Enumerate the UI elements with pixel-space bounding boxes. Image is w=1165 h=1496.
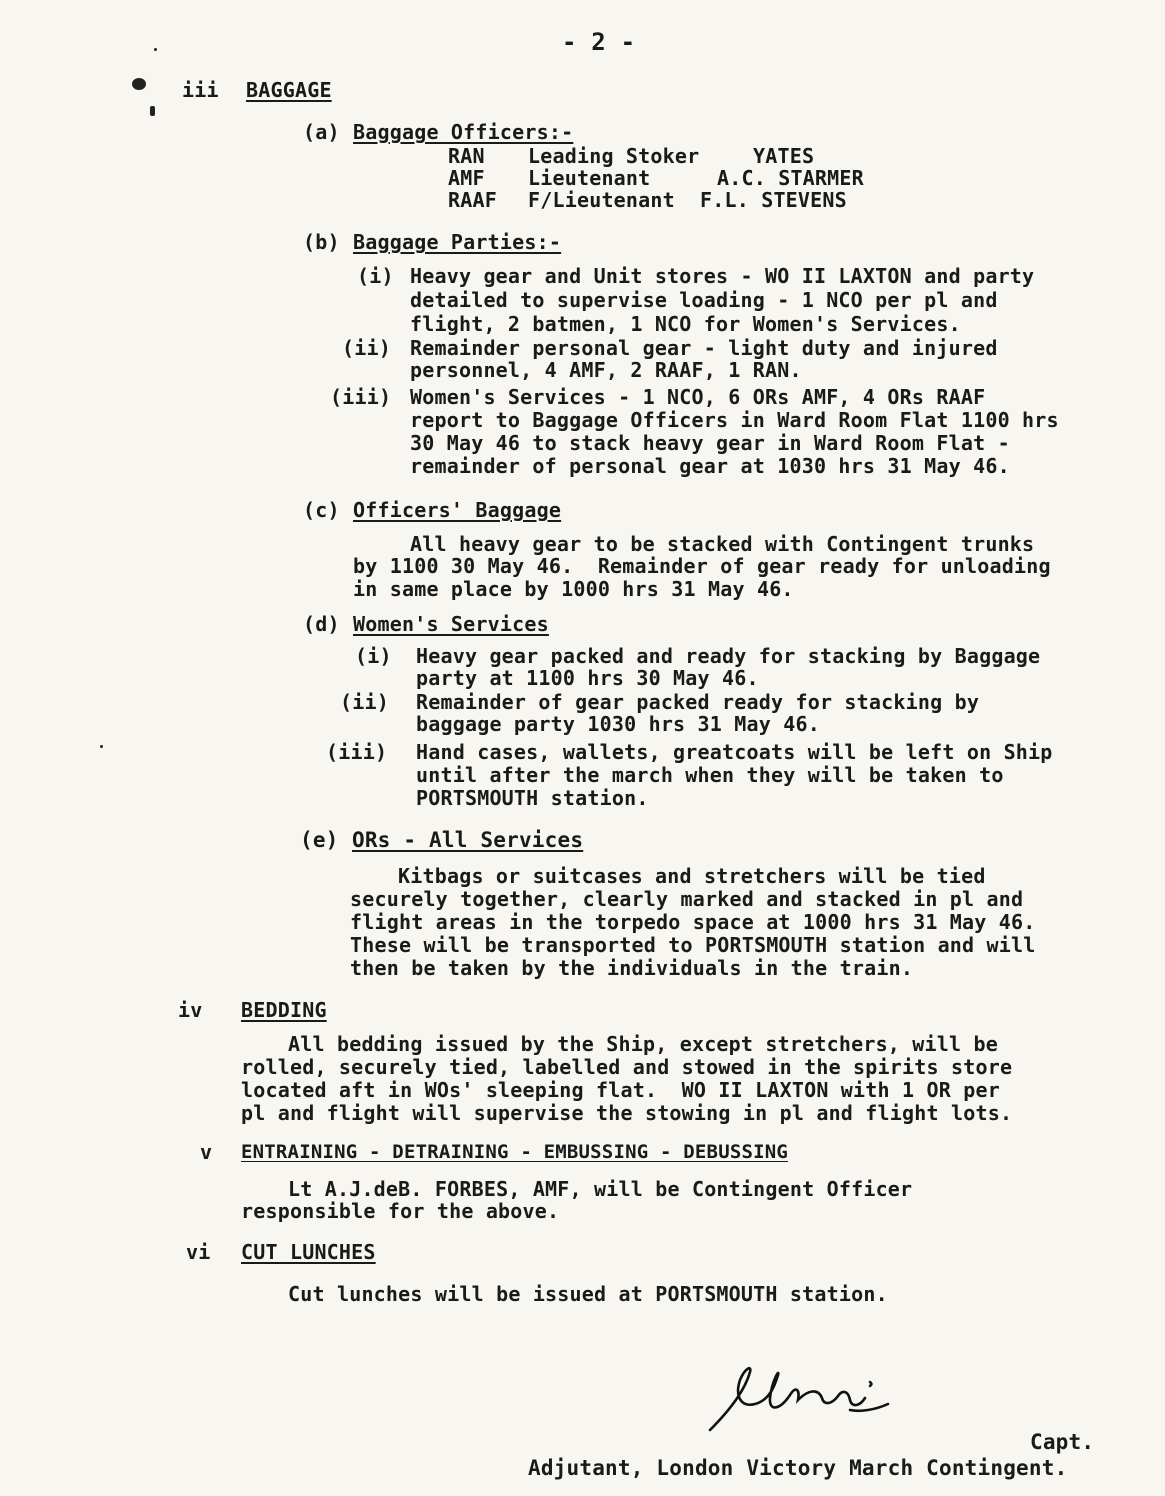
paragraph-line: Kitbags or suitcases and stretchers will be tied: [398, 864, 986, 888]
item-line: party at 1100 hrs 30 May 46.: [416, 666, 759, 690]
paragraph-line: All bedding issued by the Ship, except stretchers, will be: [288, 1032, 998, 1056]
item-line: Women's Services - 1 NCO, 6 ORs AMF, 4 ORs RAAF: [410, 385, 986, 409]
paragraph-line: All heavy gear to be stacked with Contingent trunks: [410, 532, 1035, 556]
item-line: Remainder of gear packed ready for stacking by: [416, 690, 980, 714]
officer-service: RAN: [448, 144, 485, 168]
paragraph-line: responsible for the above.: [241, 1199, 560, 1223]
subsection-title: ORs - All Services: [352, 828, 584, 852]
officer-service: RAAF: [448, 188, 497, 212]
paragraph-line: securely together, clearly marked and stacked in pl and: [350, 887, 1024, 911]
officer-rank: F/Lieutenant: [528, 188, 675, 212]
scan-speck: [150, 106, 155, 116]
paragraph-line: then be taken by the individuals in the train.: [350, 956, 914, 980]
section-title-lunches: CUT LUNCHES: [241, 1240, 376, 1264]
handwritten-signature: [700, 1360, 900, 1440]
officer-rank: Leading Stoker: [528, 144, 700, 168]
subsection-label: (b): [303, 230, 340, 254]
subsection-label: (c): [303, 498, 340, 522]
subsection-label: (d): [303, 612, 340, 636]
item-line: 30 May 46 to stack heavy gear in Ward Room Flat -: [410, 431, 1010, 455]
section-number: v: [200, 1140, 213, 1164]
officer-service: AMF: [448, 166, 485, 190]
signatory-rank: Capt.: [1030, 1430, 1095, 1454]
paragraph-line: pl and flight will supervise the stowing in pl and flight lots.: [241, 1101, 1013, 1125]
section-number: iv: [178, 998, 203, 1022]
item-number: (iii): [330, 385, 392, 409]
item-line: remainder of personal gear at 1030 hrs 31 May 46.: [410, 454, 1010, 478]
page-number: - 2 -: [562, 28, 636, 56]
paragraph-line: flight areas in the torpedo space at 1000 hrs 31 May 46.: [350, 910, 1036, 934]
paragraph-line: Cut lunches will be issued at PORTSMOUTH station.: [288, 1282, 888, 1306]
item-line: detailed to supervise loading - 1 NCO per pl and: [410, 288, 998, 312]
officer-rank: Lieutenant: [528, 166, 651, 190]
item-line: report to Baggage Officers in Ward Room Flat 1100 hrs: [410, 408, 1059, 432]
item-line: baggage party 1030 hrs 31 May 46.: [416, 712, 820, 736]
scan-speck: [100, 745, 103, 748]
section-number: iii: [182, 78, 219, 102]
scan-speck: [132, 78, 146, 90]
subsection-label: (a): [303, 120, 340, 144]
item-number: (ii): [340, 690, 389, 714]
item-number: (ii): [342, 336, 391, 360]
paragraph-line: by 1100 30 May 46. Remainder of gear ready for unloading: [353, 554, 1051, 578]
item-line: Hand cases, wallets, greatcoats will be left on Ship: [416, 740, 1053, 764]
item-number: (i): [357, 264, 394, 288]
item-line: until after the march when they will be taken to: [416, 763, 1004, 787]
subsection-title: Baggage Parties:-: [353, 230, 562, 254]
item-line: Heavy gear and Unit stores - WO II LAXTON and party: [410, 264, 1035, 288]
officer-name: YATES: [753, 144, 815, 168]
officer-name: F.L. STEVENS: [700, 188, 847, 212]
subsection-title: Baggage Officers:-: [353, 120, 574, 144]
section-title-bedding: BEDDING: [241, 998, 327, 1022]
officer-name: A.C. STARMER: [717, 166, 864, 190]
subsection-label: (e): [300, 828, 339, 852]
signatory-title: Adjutant, London Victory March Contingent.: [528, 1456, 1068, 1480]
paragraph-line: Lt A.J.deB. FORBES, AMF, will be Contingent Officer: [288, 1177, 913, 1201]
item-line: PORTSMOUTH station.: [416, 786, 649, 810]
subsection-title: Women's Services: [353, 612, 549, 636]
subsection-title: Officers' Baggage: [353, 498, 562, 522]
item-line: flight, 2 batmen, 1 NCO for Women's Services.: [410, 312, 961, 336]
item-line: Heavy gear packed and ready for stacking by Baggage: [416, 644, 1041, 668]
item-number: (iii): [326, 740, 388, 764]
paragraph-line: These will be transported to PORTSMOUTH station and will: [350, 933, 1036, 957]
section-title-entraining: ENTRAINING - DETRAINING - EMBUSSING - DEBUSSING: [241, 1141, 789, 1163]
section-number: vi: [186, 1240, 211, 1264]
section-title-baggage: BAGGAGE: [246, 78, 332, 102]
scan-speck: [154, 48, 157, 51]
item-line: Remainder personal gear - light duty and injured: [410, 336, 998, 360]
item-line: personnel, 4 AMF, 2 RAAF, 1 RAN.: [410, 358, 802, 382]
paragraph-line: in same place by 1000 hrs 31 May 46.: [353, 577, 794, 601]
paragraph-line: located aft in WOs' sleeping flat. WO II LAXTON with 1 OR per: [241, 1078, 1000, 1102]
item-number: (i): [355, 644, 392, 668]
paragraph-line: rolled, securely tied, labelled and stowed in the spirits store: [241, 1055, 1013, 1079]
